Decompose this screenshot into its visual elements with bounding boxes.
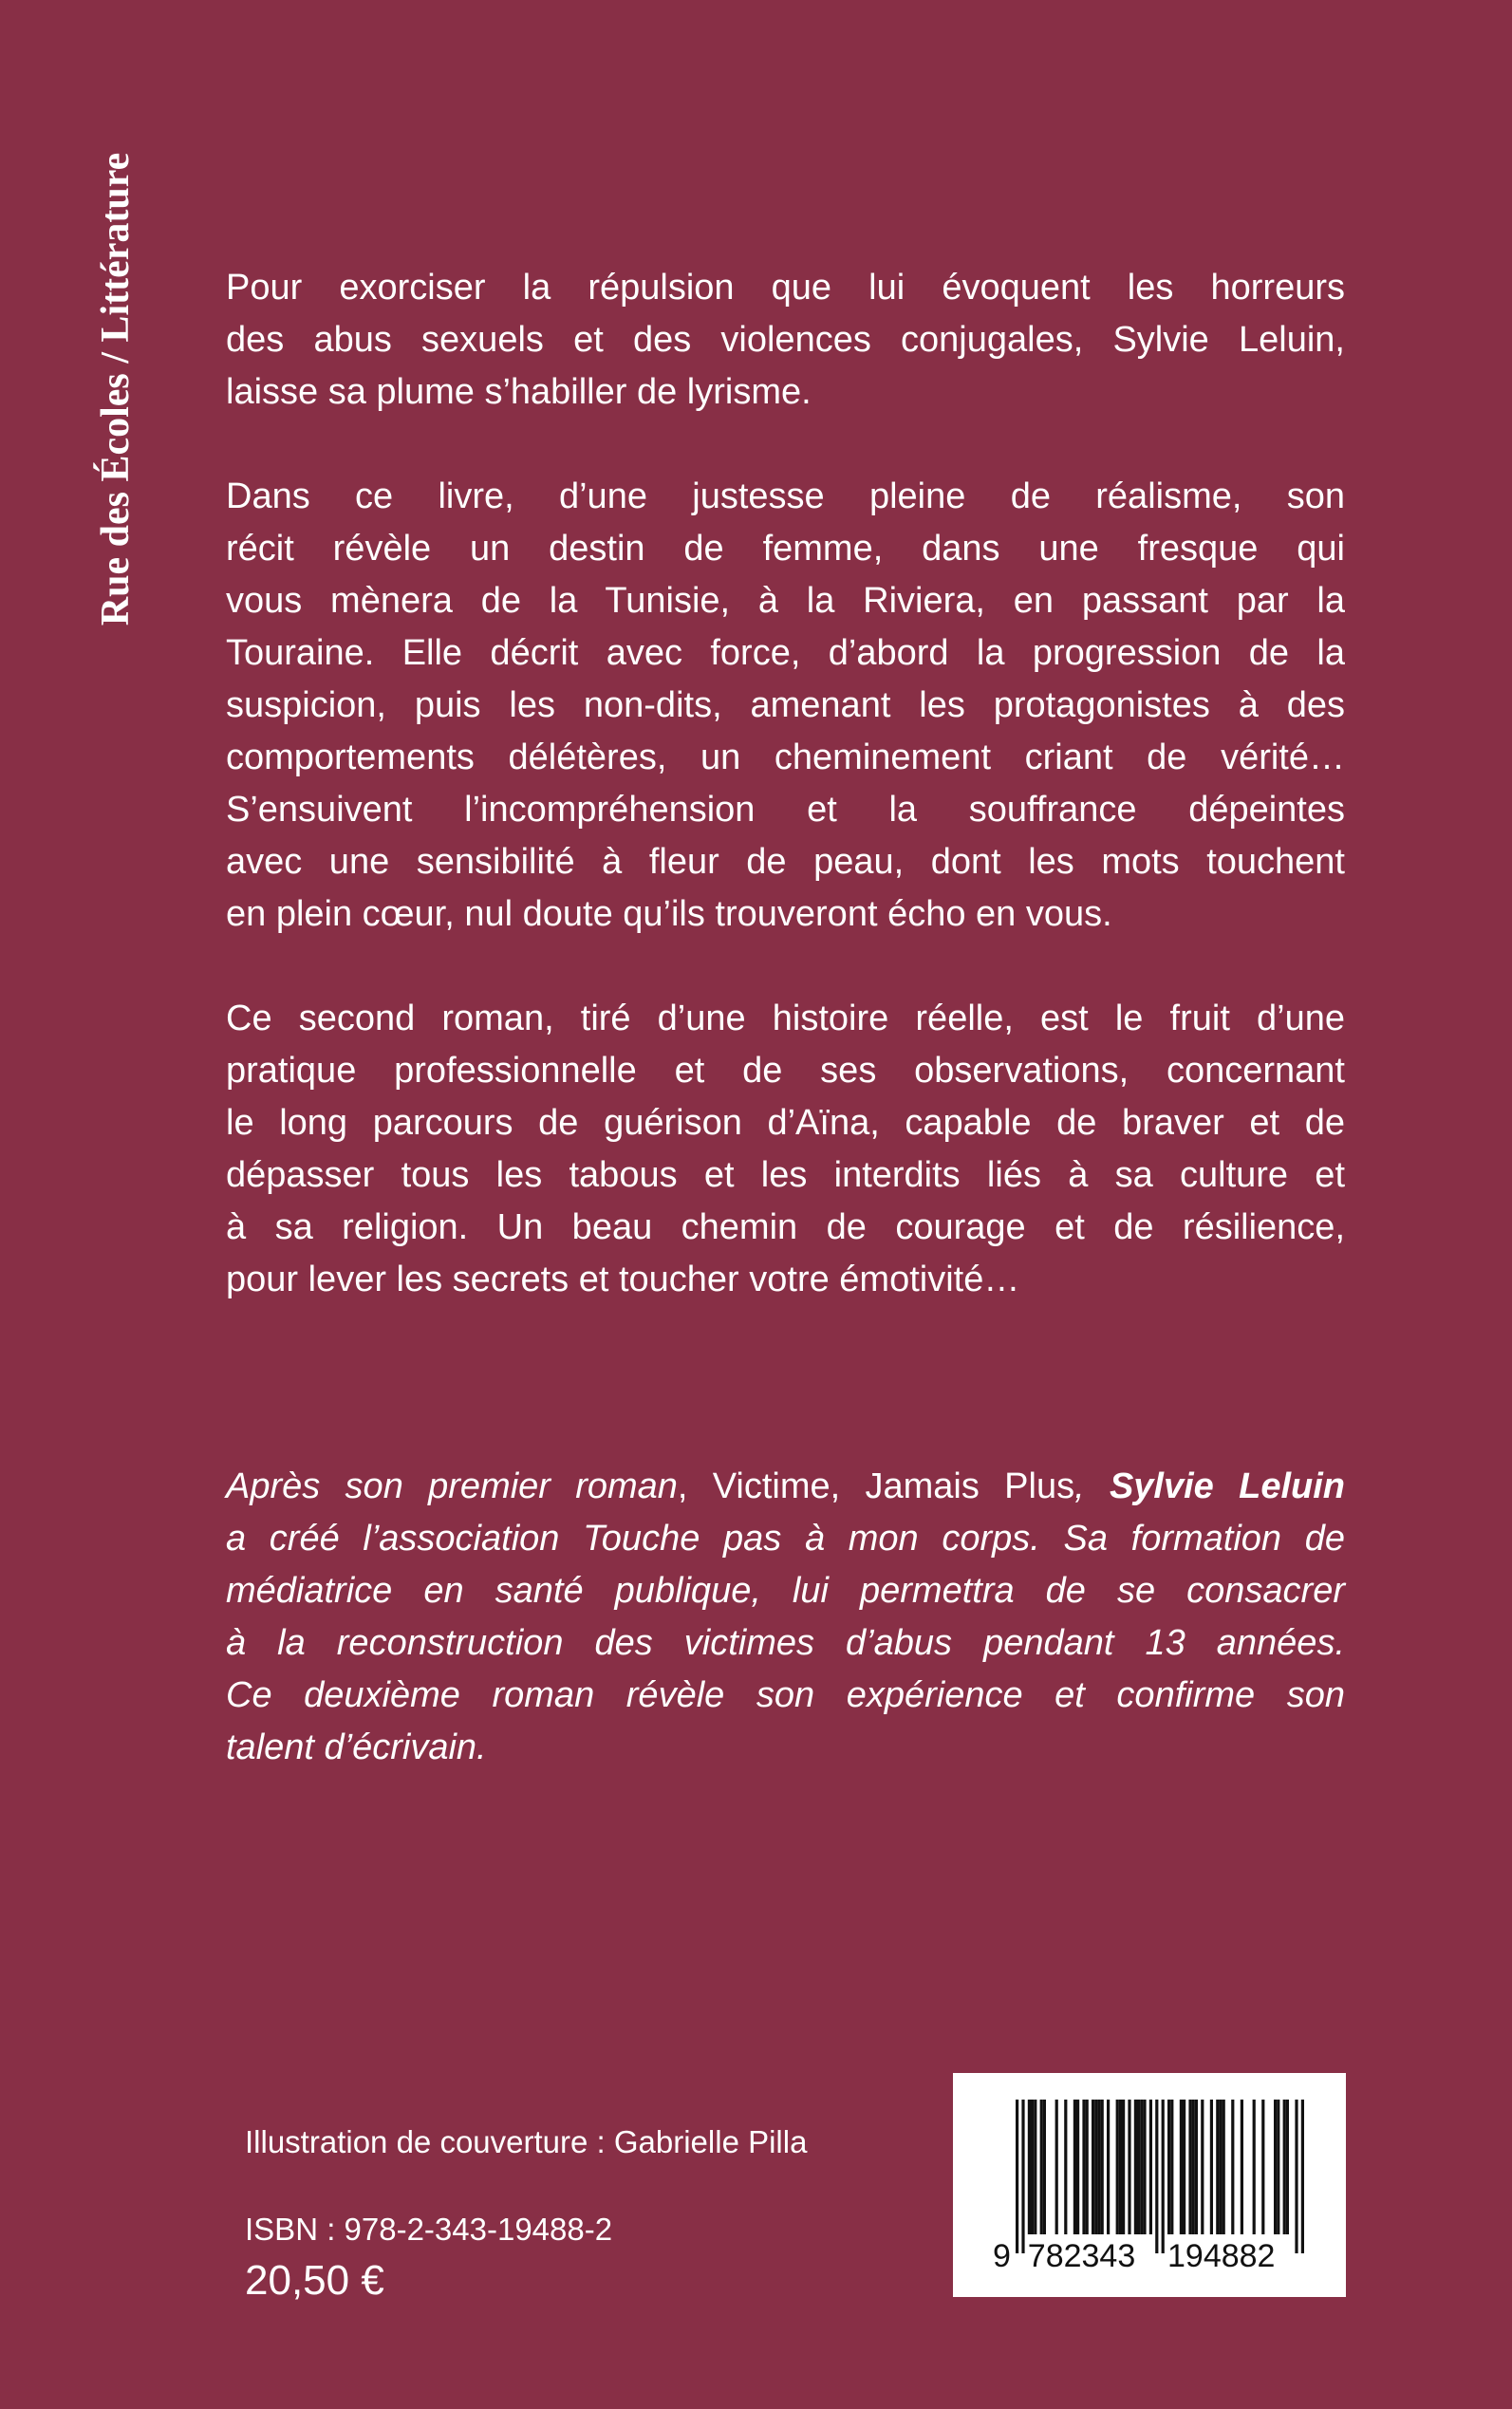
barcode-bar: [1277, 2100, 1279, 2234]
bio-line: a créé l’association Touche pas à mon corps. Sa formation de: [226, 1519, 1345, 1559]
blurb-line: laisse sa plume s’habiller de lyrisme.: [226, 372, 812, 412]
barcode-bar: [1040, 2100, 1043, 2234]
barcode-digits: 9: [993, 2238, 1011, 2274]
blurb-line: récit révèle un destin de femme, dans une fresque qui: [226, 529, 1345, 569]
bio-line: à la reconstruction des victimes d’abus pendant 13 années.: [226, 1623, 1345, 1663]
spine-collection-label: [93, 153, 139, 626]
barcode-bars: [953, 2073, 1346, 2297]
blurb-line: S’ensuivent l’incompréhension et la souffrance dépeintes: [226, 790, 1345, 830]
barcode-bar: [1155, 2100, 1158, 2253]
barcode-bar: [1021, 2100, 1024, 2253]
barcode-bar: [1241, 2100, 1243, 2234]
blurb-line: en plein cœur, nul doute qu’ils trouveront écho en vous.: [226, 894, 1112, 934]
bio-line: [226, 1461, 1345, 1513]
barcode-bar: [1210, 2100, 1213, 2234]
barcode-bar: [1055, 2100, 1058, 2234]
isbn: ISBN : 978-2-343-19488-2: [245, 2212, 613, 2247]
blurb-line: Touraine. Elle décrit avec force, d’abord la progression de la: [226, 633, 1345, 673]
bio-line: Ce deuxième roman révèle son expérience et confirme son: [226, 1675, 1345, 1715]
barcode-bar: [1170, 2100, 1173, 2234]
barcode-bar: [1223, 2100, 1225, 2234]
barcode-bar: [1031, 2100, 1034, 2234]
barcode-bar: [1119, 2100, 1122, 2234]
bio-comma: ,: [1074, 1466, 1110, 1506]
barcode-bar: [1261, 2100, 1264, 2234]
barcode-bar: [1216, 2100, 1219, 2234]
barcode-bar: [1253, 2100, 1256, 2234]
blurb-line: pour lever les secrets et toucher votre émotivité…: [226, 1260, 1020, 1299]
separator: /: [94, 342, 138, 374]
collection-name: Littérature: [94, 152, 138, 343]
blurb-line: comportements délétères, un cheminement criant de vérité…: [226, 738, 1345, 777]
barcode-bar: [1116, 2100, 1119, 2234]
blurb-line: Dans ce livre, d’une justesse pleine de réalisme, son: [226, 476, 1345, 516]
blurb-line: vous mènera de la Tunisie, à la Riviera, en passant par la: [226, 581, 1345, 621]
price: 20,50 €: [245, 2257, 384, 2304]
bio-line: talent d’écrivain.: [226, 1727, 487, 1767]
blurb-line: suspicion, puis les non-dits, amenant les protagonistes à des: [226, 685, 1345, 725]
barcode-bar: [1134, 2100, 1137, 2234]
blurb-line: à sa religion. Un beau chemin de courage et de résilience,: [226, 1207, 1345, 1247]
barcode-bar: [1128, 2100, 1130, 2234]
barcode-bar: [1092, 2100, 1094, 2234]
series-name: Rue des Écoles: [94, 373, 138, 626]
barcode-bar: [1295, 2100, 1297, 2253]
barcode-digits: 782343: [1027, 2238, 1136, 2274]
barcode-digits: 194882: [1167, 2238, 1276, 2274]
barcode-bar: [1188, 2100, 1191, 2234]
barcode-bar: [1286, 2100, 1289, 2234]
blurb-line: dépasser tous les tabous et les interdits liés à sa culture et: [226, 1155, 1345, 1195]
blurb-line: avec une sensibilité à fleur de peau, dont les mots touchent: [226, 842, 1345, 882]
blurb-line: des abus sexuels et des violences conjugales, Sylvie Leluin,: [226, 320, 1345, 360]
barcode-bar: [1086, 2100, 1089, 2234]
blurb-paragraph-1: [226, 262, 1345, 419]
barcode-bar: [1201, 2100, 1204, 2234]
barcode-bar: [1274, 2100, 1277, 2234]
barcode-bar: [1064, 2100, 1067, 2234]
barcode-bar: [1162, 2100, 1165, 2253]
barcode-bar: [1043, 2100, 1046, 2234]
blurb-line: pratique professionnelle et de ses observations, concernant: [226, 1051, 1345, 1091]
bio-line: médiatrice en santé publique, lui permettra de se consacrer: [226, 1571, 1345, 1611]
previous-book-title: , Victime, Jamais Plus: [677, 1466, 1075, 1506]
barcode-bar: [1016, 2100, 1018, 2253]
barcode-bar: [1034, 2100, 1036, 2234]
barcode-bar: [1192, 2100, 1195, 2234]
barcode-bar: [1140, 2100, 1143, 2234]
barcode-bar: [1180, 2100, 1183, 2234]
barcode-bar: [1107, 2100, 1110, 2234]
barcode-bar: [1028, 2100, 1031, 2234]
barcode-bar: [1143, 2100, 1146, 2234]
blurb-line: Pour exorciser la répulsion que lui évoquent les horreurs: [226, 268, 1345, 308]
illustration-credit: Illustration de couverture : Gabrielle Pilla: [245, 2124, 808, 2159]
author-name: Sylvie Leluin: [1109, 1466, 1345, 1506]
barcode-bar: [1097, 2100, 1100, 2234]
barcode-bar: [1149, 2100, 1152, 2234]
barcode-bar: [1183, 2100, 1185, 2234]
barcode-bar: [1122, 2100, 1125, 2234]
blurb-line: Ce second roman, tiré d’une histoire réelle, est le fruit d’une: [226, 999, 1345, 1038]
barcode-bar: [1076, 2100, 1079, 2234]
barcode-bar: [1082, 2100, 1085, 2234]
barcode-bar: [1195, 2100, 1198, 2234]
bio-intro: Après son premier roman: [226, 1466, 678, 1506]
barcode-bar: [1094, 2100, 1097, 2234]
blurb-paragraph-3: [226, 993, 1345, 1306]
blurb-paragraph-2: [226, 471, 1345, 941]
barcode-bar: [1219, 2100, 1222, 2234]
barcode-bar: [1301, 2100, 1304, 2253]
author-bio: [226, 1461, 1345, 1774]
barcode-bar: [1167, 2100, 1170, 2234]
barcode-bar: [1101, 2100, 1104, 2234]
barcode-bar: [1137, 2100, 1140, 2234]
blurb-line: le long parcours de guérison d’Aïna, capable de braver et de: [226, 1103, 1345, 1143]
barcode-bar: [1231, 2100, 1234, 2234]
barcode-bar: [1283, 2100, 1286, 2234]
barcode-bar: [1073, 2100, 1076, 2234]
barcode: [953, 2073, 1346, 2297]
